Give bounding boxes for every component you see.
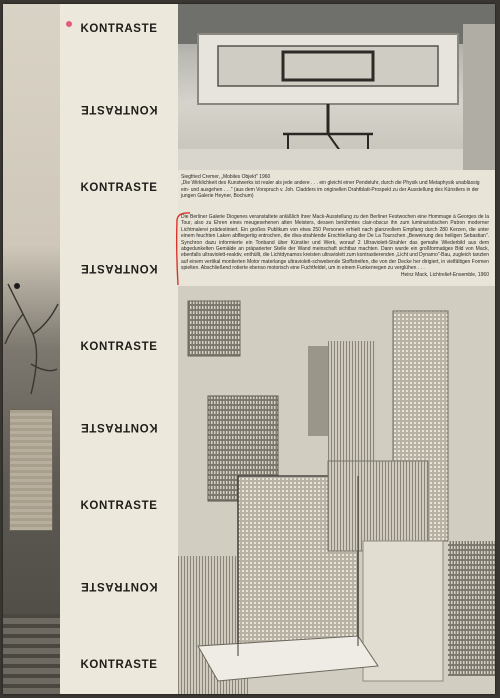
light-relief-ensemble-photo xyxy=(178,286,495,694)
kontraste-word: KONTRASTE xyxy=(80,341,158,353)
left-photo-strip xyxy=(3,4,60,694)
kontraste-word: KONTRASTE xyxy=(80,182,158,194)
kontraste-word-inverted: KONTRASTE xyxy=(80,421,158,433)
caption-mack xyxy=(181,214,489,278)
caption-mack-text: Die Berliner Galerie Diogenes veranstaltete anläßlich ihrer Mack-Ausstellung zu den Berliner Festwochen eine Hommage à Georges de la Tour, also zu Ehren eines meugesehenen alten Meisters, dessen berühmtes clair-obscur ihn zum luminaristischen Patron moderner Lichtmalerei prädestiniert. Ein großes Publikum von etwa 250 Personen erhielt nach glanzvollem Empfang durch 280 Kerzen, die unter einem feuchten Laken abfliegertig entrochen, die diva-strahlende Erschließung der De La Tourschen „Beweinung des heiligen Sebastian". Synchron dazu informierte ein Tonband über Künstler und Werk, worauf 2 Ultraviolett-Strahler das gemalte Wiederbild aus dem abgedunkelten Gemälde an präparierter Stelle der Wand meinschaft sichtbar machten. Dann wurde ein großformatiges Bild von Mack, ebenfalls ultraviolett-reaktiv, enthüllt, die Lichtdynamos kreisten ultraviolett zum kontrastierenden „Licht und Dynamo"-Bau, zugleich tanzten auf einem vertikal montierten Motor materlange ultraviolett-schwebende Stoffstreifen, die von der Decke her dirigiert, in vielfältigen Formen spielten. Abschließend rotierte ebenso motorisch eine Fuchtfeldel, um in einem Funkenregen zu verglühen . . . xyxy=(181,214,489,272)
kontraste-word: KONTRASTE xyxy=(80,659,158,671)
kontraste-word-inverted: KONTRASTE xyxy=(80,103,158,115)
kontraste-column xyxy=(60,4,178,694)
caption-cremer-quote: „Die Wirklichkeit des Kunstwerks ist realer als jede andere . . . ein gleicht einer Pendeluhr, durch die Physik und Metaphysik unablässig ein- und ausgehen . . ." (aus dem Vorspruch v. Joh. Cladders im originellen Drahtblatt-Prospekt zu der Ausstellung des Künstlers in der jungen Galerie Heyner, Bochum) xyxy=(181,180,480,200)
light-relief-illustration xyxy=(178,286,495,694)
caption-cremer xyxy=(181,174,489,200)
mobile-object-photo xyxy=(178,4,495,170)
kontraste-word: KONTRASTE xyxy=(80,500,158,512)
kontraste-word-inverted: KONTRASTE xyxy=(80,580,158,592)
kontraste-word-inverted: KONTRASTE xyxy=(80,262,158,274)
steps-photo xyxy=(3,614,60,694)
caption-cremer-title: Siegfried Cremer, „Mobiles Objekt" 1960 xyxy=(181,174,271,180)
wooden-post-photo xyxy=(9,409,53,531)
mobile-object-illustration xyxy=(178,4,495,170)
caption-mack-signature: Heinz Mack, Lichtrelief-Ensemble, 1960 xyxy=(400,271,489,278)
magazine-page xyxy=(3,4,495,694)
kontraste-word: KONTRASTE xyxy=(80,23,158,35)
